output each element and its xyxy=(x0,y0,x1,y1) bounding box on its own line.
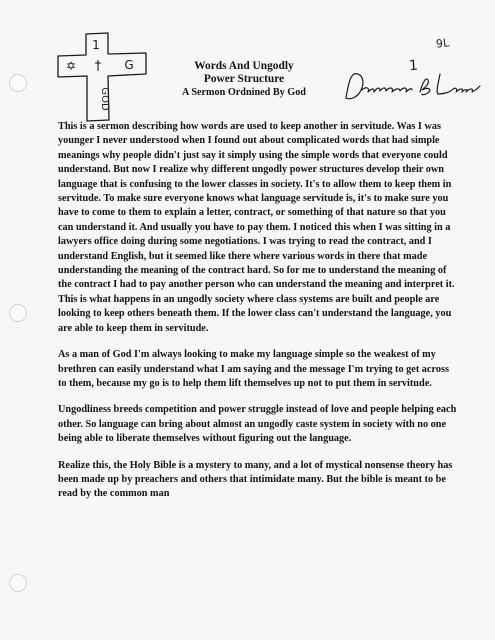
binder-hole-top xyxy=(9,74,27,92)
page-title: Words And Ungodly xyxy=(194,60,294,72)
cross-right-symbol: G xyxy=(124,58,134,72)
paragraph-3: Ungodliness breeds competition and power struggle instead of love and people helping each other. So language can bring about almost an ungodly caste system in society with no one being able to liberate themselves without figuring out the language. xyxy=(58,404,457,445)
cross-vertical-text: GOD xyxy=(99,87,110,111)
page-title-second-line: Power Structure xyxy=(203,73,285,85)
signature-image xyxy=(340,68,482,110)
cross-center-symbol: † xyxy=(94,59,102,74)
page-subtitle: A Sermon Ordnined By God xyxy=(182,87,306,98)
paragraph-2: As a man of God I'm always looking to make my language simple so the weakest of my brethren can easily understand what I am saying and the message I'm trying to get across to them, because my go is to help them lift themselves up not to put them in servitude. xyxy=(58,349,449,389)
cross-top-text: 1 xyxy=(92,38,100,52)
sermon-body xyxy=(58,120,460,515)
paragraph-4: Realize this, the Holy Bible is a mystery to many, and a lot of mystical nonsense theory has been made up by preachers and others that intimidate many. But the bible is meant to be read by the common man xyxy=(58,459,453,500)
page-number: 1 xyxy=(408,57,419,75)
page-reference: 9L xyxy=(435,36,450,51)
title-block xyxy=(146,60,342,99)
binder-hole-middle xyxy=(9,304,27,322)
cross-star-symbol: ✡ xyxy=(65,59,77,73)
paragraph-1: This is a sermon describing how words are used to keep another in servitude. Was I was younger I never understood when I found out about complicated words that had simple meanings why people didn't just say it simply using the simple words that everyone could understand. But now I realize why different ungodly power structures develop their own language that is confusing to the lower classes in society. It's to allow them to keep them in servitude. To make sure everyone knows what language servitude is, it's to make sure you have to come to them to explain a letter, contract, or something of that nature so that you can understand it. And usually you have to pay them. I noticed this when I was sitting in a lawyers office doing during some negotiations. I was trying to read the contract, and I understand English, but it seemed like there where various words in there that made understanding the meaning of the contract hard. So for me to understand the meaning of the contract I had to pay another person who can understand the meaning and interpret it. This is what happens in an ungodly society where class systems are built and people are looking to keep others beneath them. If the lower class can't understand the language, you are able to keep them in servitude. xyxy=(58,121,455,334)
binder-hole-bottom xyxy=(9,574,27,592)
hand-drawn-cross-icon xyxy=(56,32,150,122)
